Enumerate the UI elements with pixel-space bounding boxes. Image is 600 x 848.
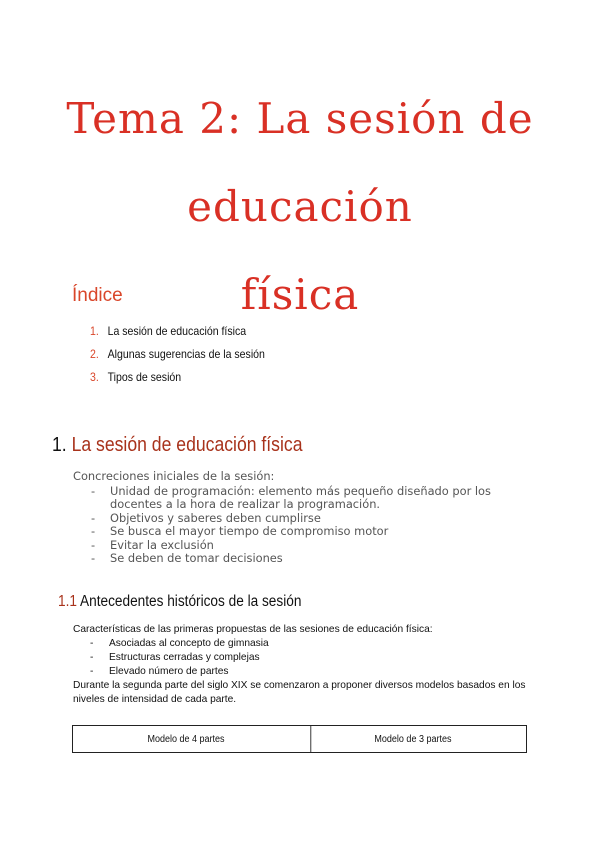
index-item-number: 2.	[90, 347, 99, 361]
table-header-cell: Modelo de 3 partes	[310, 726, 514, 752]
section-1-1-paragraph: Durante la segunda parte del siglo XIX se comenzaron a proponer diversos modelos basados en los niveles de intensidad de cada parte.	[73, 680, 526, 705]
index-item-label: Algunas sugerencias de la sesión	[107, 347, 265, 361]
list-item: - Estructuras cerradas y complejas	[73, 651, 543, 665]
section-1-list	[73, 485, 533, 566]
section-1-heading	[52, 434, 302, 457]
models-table	[72, 725, 527, 753]
section-1-body	[73, 470, 533, 566]
section-1-number: 1.	[52, 434, 67, 456]
section-1-1-body	[73, 623, 543, 707]
list-item: - Se busca el mayor tiempo de compromiso motor	[73, 525, 533, 539]
table-header-cell: Modelo de 4 partes	[147, 733, 225, 745]
index-item-label: Tipos de sesión	[107, 370, 182, 384]
section-1-1-number: 1.1	[58, 593, 77, 610]
section-1-intro: Concreciones iniciales de la sesión:	[73, 469, 275, 483]
list-item: - Evitar la exclusión	[73, 539, 533, 553]
index-list	[90, 322, 289, 391]
index-item[interactable]	[90, 345, 265, 368]
section-1-title: La sesión de educación física	[71, 434, 303, 456]
list-item: - Se deben de tomar decisiones	[73, 552, 533, 566]
title-line-1: Tema 2: La sesión de educación	[66, 94, 534, 231]
list-item: - Elevado número de partes	[73, 665, 543, 679]
index-item-number: 3.	[90, 370, 99, 384]
index-item-number: 1.	[90, 324, 99, 338]
index-item[interactable]	[90, 322, 265, 345]
section-1-1-heading	[58, 593, 301, 611]
list-item: - Objetivos y saberes deben cumplirse	[73, 512, 533, 526]
index-heading: Índice	[72, 285, 123, 306]
index-item[interactable]	[90, 368, 265, 391]
section-1-1-title: Antecedentes históricos de la sesión	[80, 593, 302, 610]
title-line-2: física	[240, 270, 360, 319]
index-item-label: La sesión de educación física	[107, 324, 247, 338]
section-1-1-list	[73, 637, 543, 679]
list-item: - Asociadas al concepto de gimnasia	[73, 637, 543, 651]
section-1-1-intro: Características de las primeras propuestas de las sesiones de educación física:	[73, 624, 433, 635]
list-item: - Unidad de programación: elemento más pequeño diseñado por los docentes a la hora de realizar la programación.	[73, 485, 533, 512]
